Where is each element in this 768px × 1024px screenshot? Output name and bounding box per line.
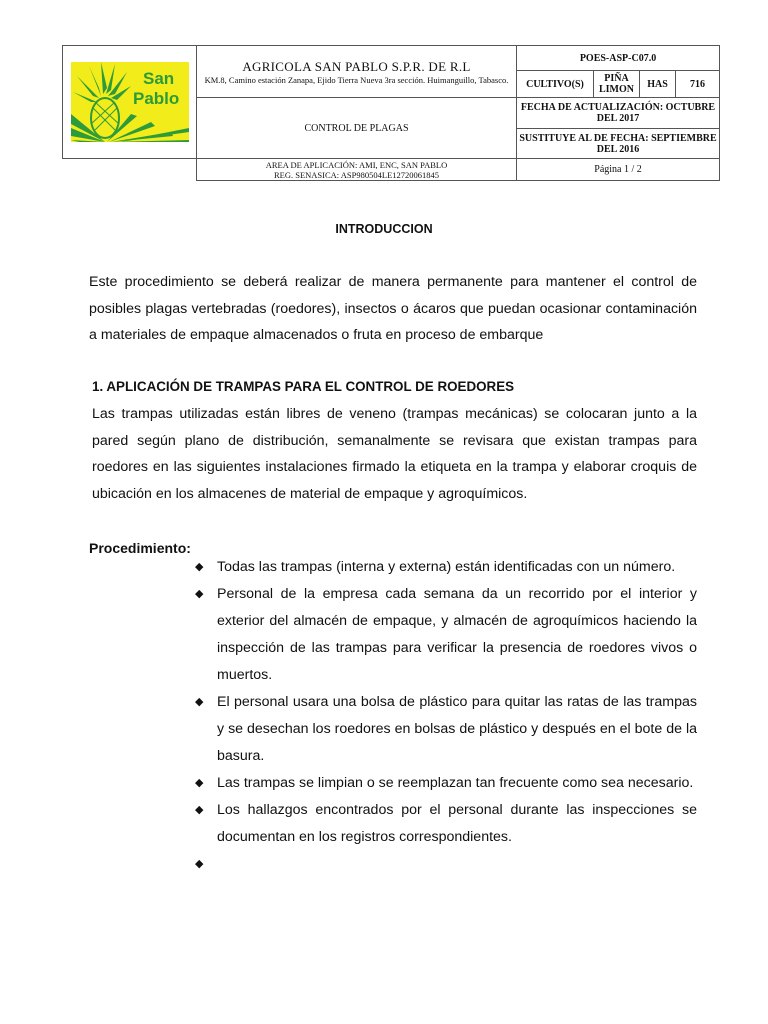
area-aplicacion: AREA DE APLICACIÓN: AMI, ENC, SAN PABLO (265, 159, 448, 170)
logo-text-san: San (142, 69, 174, 88)
logo-text-pablo: Pablo (132, 89, 179, 108)
bullet-diamond-icon: ◆ (195, 858, 204, 870)
company-cell (197, 46, 517, 98)
intro-paragraph: Este procedimiento se deberá realizar de manera permanente para mantener el control de posibles plagas vertebradas (roedores), insectos o ácaros que puedan ocasionar contaminación a materiales de empaque almacenados o fruta en proceso de embarque (89, 274, 697, 344)
logo-cell (63, 46, 197, 159)
list-item-text: Las trampas se limpian o se reemplazan tan frecuente como sea necesario. (217, 775, 694, 791)
procedimiento-list (195, 554, 697, 878)
bullet-diamond-icon: ◆ (195, 777, 204, 789)
list-item-text: Personal de la empresa cada semana da un recorrido por el interior y exterior del almacén de empaque, y almacén de agroquímicos haciendo la inspección de las trampas para verificar la presencia de roedores vivos o muertos. (217, 586, 697, 683)
bullet-diamond-icon: ◆ (195, 561, 204, 573)
list-item (195, 581, 697, 689)
document-title: CONTROL DE PLAGAS (197, 98, 517, 159)
procedimiento-title: Procedimiento: (89, 540, 191, 556)
list-item (195, 851, 697, 878)
bullet-diamond-icon: ◆ (195, 588, 204, 600)
san-pablo-logo (71, 62, 189, 142)
reg-senasica: REG. SENASICA: ASP980504LE12720061845 (273, 169, 440, 180)
header-table (62, 45, 720, 181)
bullet-diamond-icon: ◆ (195, 804, 204, 816)
list-item (195, 689, 697, 770)
fecha-actualizacion: FECHA DE ACTUALIZACIÓN: OCTUBRE DEL 2017 (517, 98, 720, 129)
section-1-title: 1. APLICACIÓN DE TRAMPAS PARA EL CONTROL DE ROEDORES (92, 379, 515, 394)
cultivo-label: CULTIVO(S) (517, 71, 594, 98)
page-number: Página 1 / 2 (517, 159, 720, 181)
cultivo-value: PIÑA LIMON (594, 71, 640, 98)
sustituye-fecha: SUSTITUYE AL DE FECHA: SEPTIEMBRE DEL 2016 (517, 129, 720, 159)
bullet-diamond-icon: ◆ (195, 696, 204, 708)
section-1-paragraph: Las trampas utilizadas están libres de veneno (trampas mecánicas) se colocaran junto a la pared según plano de distribución, semanalmente se revisara que existan trampas para roedores en las siguientes instalaciones firmado la etiqueta en la trampa y elaborar croquis de ubicación en los almacenes de material de empaque y agroquímicos. (92, 406, 697, 502)
list-item (195, 770, 697, 797)
document-header (62, 45, 719, 181)
list-item (195, 554, 697, 581)
has-value: 716 (676, 71, 720, 98)
company-address: KM.8, Camino estación Zanapa, Ejido Tierra Nueva 3ra sección. Huimanguillo, Tabasco. (204, 74, 509, 85)
list-item-text: El personal usara una bolsa de plástico para quitar las ratas de las trampas y se desechan los roedores en bolsas de plástico y después en el bote de la basura. (217, 694, 697, 764)
list-item-text: Los hallazgos encontrados por el personal durante las inspecciones se documentan en los registros correspondientes. (217, 802, 697, 845)
section-heading-introduccion: INTRODUCCION (335, 222, 433, 236)
area-cell (197, 159, 517, 181)
company-name: AGRICOLA SAN PABLO S.P.R. DE R.L (242, 58, 471, 74)
list-item-text: Todas las trampas (interna y externa) están identificadas con un número. (217, 559, 676, 575)
has-label: HAS (640, 71, 676, 98)
list-item (195, 797, 697, 851)
doc-code: POES-ASP-C07.0 (517, 46, 720, 71)
